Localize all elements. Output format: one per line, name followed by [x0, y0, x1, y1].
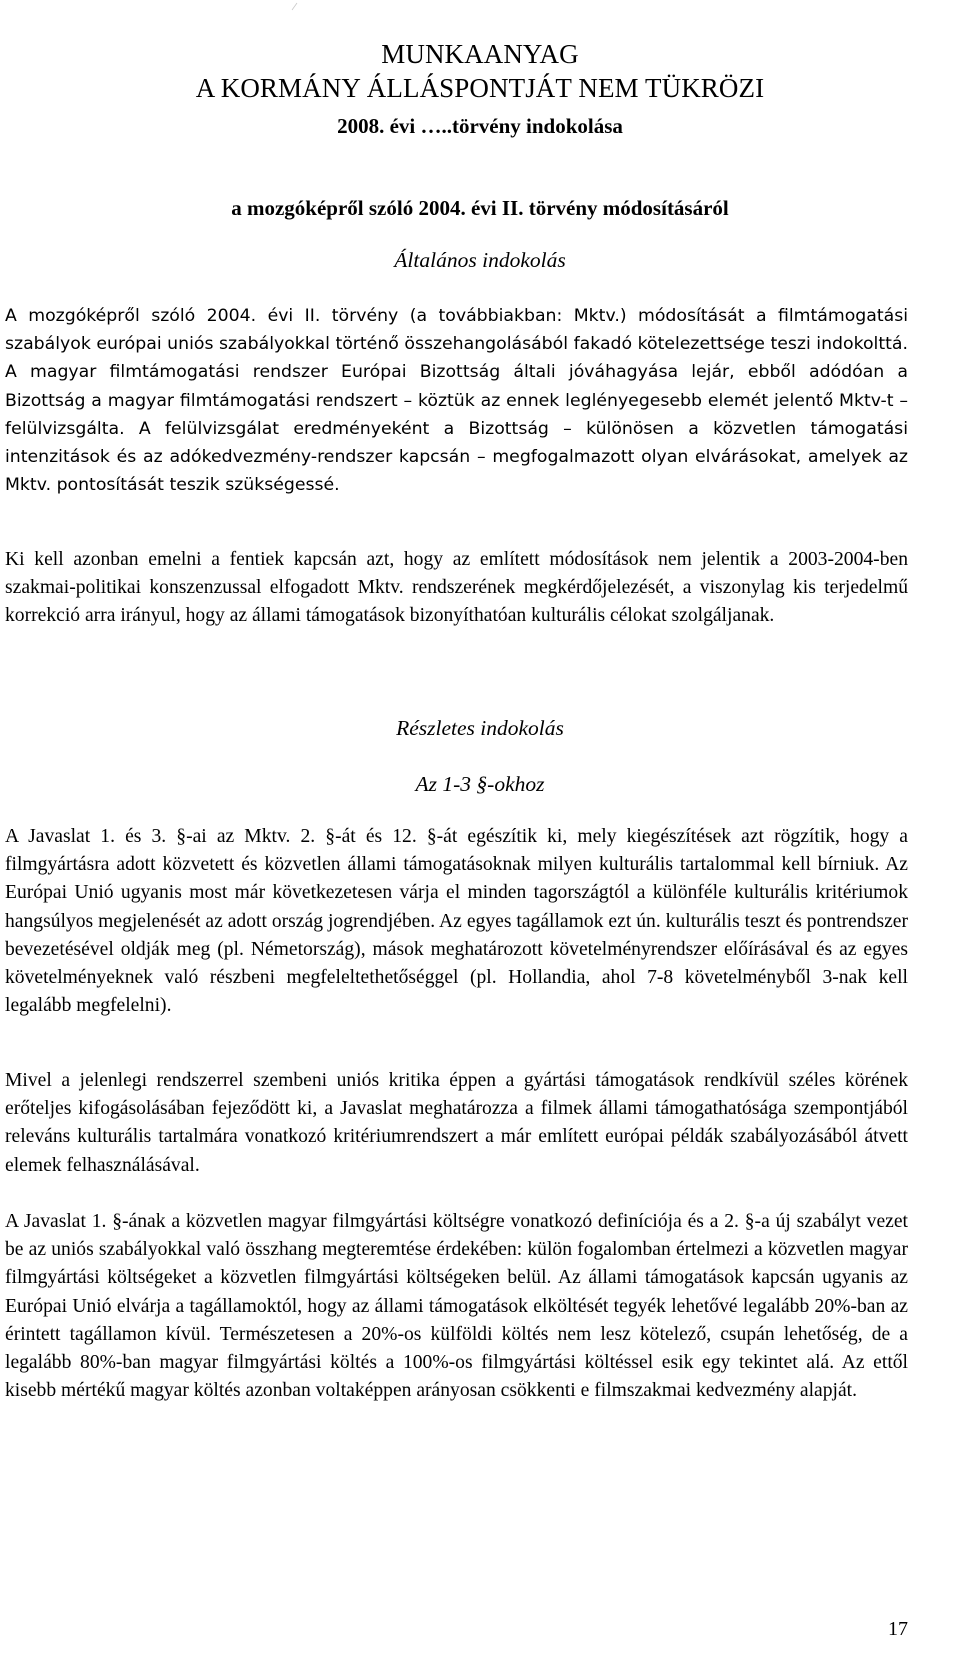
general-paragraph-1: A mozgóképről szóló 2004. évi II. törvény (a továbbiakban: Mktv.) módosítását a filmtámogatási szabályok európai uniós szabályokkal történő összehangolásából fakadó kötelezettsége teszi indokolttá. A magyar filmtámogatási rendszer Európai Bizottság általi jóváhagyása lejár, ebből adódóan a Bizottság a magyar filmtámogatási rendszert – köztük az ennek leglényegesebb elemét jelentő Mktv-t – felülvizsgálta. A felülvizsgálat eredményeként a Bizottság – különösen a közvetlen támogatási intenzitások és az adókedvezmény-rendszer kapcsán – megfogalmazott olyan elvárásokat, amelyek az Mktv. pontosítását teszik szükségessé.	[5, 306, 908, 496]
page-number: 17	[888, 1618, 908, 1640]
detailed-paragraph-2: Mivel a jelenlegi rendszerrel szembeni uniós kritika éppen a gyártási támogatások rendkívül széles körének erőteljes kifogásolásában fejeződött ki, a Javaslat meghatározza a filmek állami támogathatósága szempontjából releváns kulturális tartalmára vonatkozó kritériumrendszert a már említett európai példák szabályozásából átvett elemek felhasználásával.	[5, 1070, 908, 1176]
document-title: 2008. évi …..törvény indokolása	[337, 114, 623, 138]
detailed-heading: Részletes indokolás	[396, 716, 564, 740]
scan-mark	[291, 2, 298, 11]
document-subtitle: a mozgóképről szóló 2004. évi II. törvény módosításáról	[231, 196, 729, 220]
draft-label: MUNKAANYAG	[381, 39, 579, 69]
detailed-paragraph-1: A Javaslat 1. és 3. §-ai az Mktv. 2. §-át és 12. §-át egészítik ki, mely kiegészítések azt rögzítik, hogy a filmgyártásra adott közvetett és közvetlen állami támogatásoknak milyen kulturális tartalommal kell bírniuk. Az Európai Unió ugyanis most már következetesen várja el minden tagországtól a különféle kulturális kritériumok hangsúlyos megjelenését az adott ország jogrendjében. Az egyes tagállamok ezt ún. kulturális teszt és pontrendszer bevezetésével oldják meg (pl. Németország), mások meghatározott követelményrendszer előírásával és az egyes követelményeknek való részbeni megfeleltethetőséggel (pl. Hollandia, ahol 7-8 követelményből 3-nak kell legalább megfelelni).	[5, 826, 908, 1017]
general-heading: Általános indokolás	[394, 248, 566, 272]
section-heading: Az 1-3 §-okhoz	[415, 772, 545, 796]
detailed-paragraph-3: A Javaslat 1. §-ának a közvetlen magyar filmgyártási költségre vonatkozó definíciója és a 2. §-a új szabályt vezet be az uniós szabályokkal való összhang megteremtése érdekében: külön fogalomban értelmezi a közvetlen magyar filmgyártási költségeket a közvetlen filmgyártási költségeken belül. Az állami támogatások kapcsán ugyanis az Európai Unió elvárja a tagállamoktól, hogy az állami támogatások elköltését tegyék lehetővé legalább 20%-ban az érintett tagállamon kívül. Természetesen a 20%-os külföldi költés nem lesz kötelező, csupán lehetőség, de a legalább 80%-ban magyar filmgyártási költés a 100%-os filmgyártási költéssel esik egy tekintet alá. Az ettől kisebb mértékű magyar költés azonban voltaképpen arányosan csökkenti e filmszakmai kedvezmény alapját.	[5, 1211, 908, 1402]
general-paragraph-2: Ki kell azonban emelni a fentiek kapcsán azt, hogy az említett módosítások nem jelentik a 2003-2004-ben szakmai-politikai konszenzussal elfogadott Mktv. rendszerének megkérdőjelezését, a viszonylag kis terjedelmű korrekció arra irányul, hogy az állami támogatások bizonyíthatóan kulturális célokat szolgáljanak.	[5, 549, 908, 627]
disclaimer-label: A KORMÁNY ÁLLÁSPONTJÁT NEM TÜKRÖZI	[195, 73, 765, 103]
